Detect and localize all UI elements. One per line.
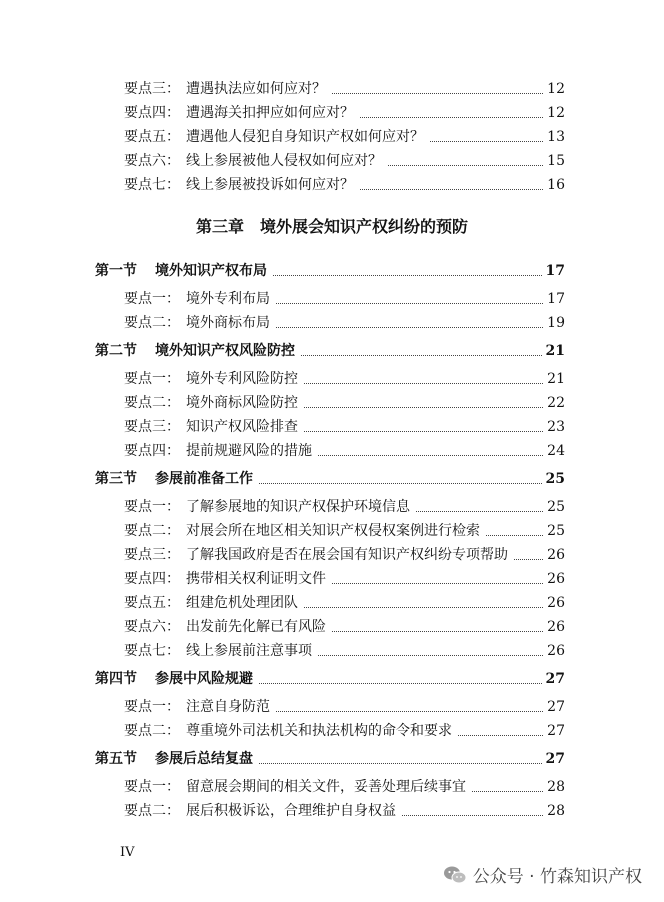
toc-item-page: 12 bbox=[547, 81, 565, 97]
toc-item[interactable]: 要点一 ： 注意自身防范 27 bbox=[124, 699, 565, 715]
toc-item-title: 遭遇他人侵犯自身知识产权如何应对？ bbox=[186, 129, 424, 145]
dot-leader bbox=[318, 455, 543, 456]
dot-leader bbox=[472, 791, 543, 792]
toc-section[interactable] bbox=[95, 338, 565, 360]
section-number: 第三节 bbox=[95, 471, 137, 487]
dot-leader bbox=[430, 141, 543, 142]
section-page: 27 bbox=[545, 671, 565, 687]
dot-leader bbox=[304, 407, 543, 408]
toc-item-label: 要点四 bbox=[124, 105, 166, 121]
section-number: 第一节 bbox=[95, 263, 137, 279]
toc-item-page: 26 bbox=[547, 595, 565, 611]
toc-item-label: 要点四 bbox=[124, 443, 166, 459]
dot-leader bbox=[259, 483, 542, 484]
toc-item-page: 27 bbox=[547, 699, 565, 715]
toc-item[interactable]: 要点二 ： 展后积极诉讼，合理维护自身权益 28 bbox=[124, 803, 565, 819]
toc-item-label: 要点二 bbox=[124, 803, 166, 819]
chapter-title: 境外展会知识产权纠纷的预防 bbox=[260, 217, 469, 236]
watermark-text: 公众号 · 竹森知识产权 bbox=[472, 867, 642, 887]
toc-item-page: 25 bbox=[547, 523, 565, 539]
dot-leader bbox=[273, 275, 542, 276]
toc-item[interactable]: 要点四 ： 遭遇海关扣押应如何应对？ 12 bbox=[124, 105, 565, 121]
toc-item-label: 要点一 bbox=[124, 291, 166, 307]
toc-item-title: 线上参展被投诉如何应对？ bbox=[186, 177, 354, 193]
dot-leader bbox=[304, 383, 543, 384]
toc-item-page: 28 bbox=[547, 779, 565, 795]
page-number: IV bbox=[120, 845, 135, 860]
dot-leader bbox=[332, 631, 543, 632]
toc-item-page: 26 bbox=[547, 619, 565, 635]
toc-item-label: 要点六 bbox=[124, 619, 166, 635]
section-page: 27 bbox=[545, 751, 565, 767]
toc-item-title: 遭遇海关扣押应如何应对？ bbox=[186, 105, 354, 121]
dot-leader bbox=[514, 559, 543, 560]
toc-section[interactable] bbox=[95, 666, 565, 688]
toc-item-page: 26 bbox=[547, 643, 565, 659]
toc-item-title: 展后积极诉讼，合理维护自身权益 bbox=[186, 803, 396, 819]
toc-item-page: 27 bbox=[547, 723, 565, 739]
toc-item-title: 境外商标布局 bbox=[186, 315, 270, 331]
dot-leader bbox=[304, 431, 543, 432]
toc-item-title: 知识产权风险排查 bbox=[186, 419, 298, 435]
dot-leader bbox=[259, 683, 542, 684]
toc-item-page: 13 bbox=[547, 129, 565, 145]
toc-item-page: 28 bbox=[547, 803, 565, 819]
section-number: 第二节 bbox=[95, 343, 137, 359]
toc-item[interactable]: 要点五 ： 遭遇他人侵犯自身知识产权如何应对？ 13 bbox=[124, 129, 565, 145]
dot-leader bbox=[332, 93, 543, 94]
dot-leader bbox=[360, 117, 543, 118]
toc-item-title: 提前规避风险的措施 bbox=[186, 443, 312, 459]
toc-item-title: 对展会所在地区相关知识产权侵权案例进行检索 bbox=[186, 523, 480, 539]
toc-item-page: 22 bbox=[547, 395, 565, 411]
toc-item-page: 12 bbox=[547, 105, 565, 121]
toc-item-label: 要点二 bbox=[124, 395, 166, 411]
dot-leader bbox=[276, 711, 543, 712]
toc-item-title: 组建危机处理团队 bbox=[186, 595, 298, 611]
toc-item-title: 携带相关权利证明文件 bbox=[186, 571, 326, 587]
dot-leader bbox=[486, 535, 543, 536]
toc-item-page: 17 bbox=[547, 291, 565, 307]
dot-leader bbox=[304, 607, 543, 608]
toc-section[interactable] bbox=[95, 258, 565, 280]
toc-item[interactable]: 要点六 ： 线上参展被他人侵权如何应对？ 15 bbox=[124, 153, 565, 169]
section-page: 17 bbox=[545, 263, 565, 279]
toc-item[interactable]: 要点三 ： 知识产权风险排查 23 bbox=[124, 419, 565, 435]
toc-item[interactable]: 要点六 ： 出发前先化解已有风险 26 bbox=[124, 619, 565, 635]
toc-section[interactable] bbox=[95, 746, 565, 768]
toc-item-title: 了解参展地的知识产权保护环境信息 bbox=[186, 499, 410, 515]
dot-leader bbox=[276, 327, 543, 328]
section-number: 第五节 bbox=[95, 751, 137, 767]
toc-item-title: 遭遇执法应如何应对？ bbox=[186, 81, 326, 97]
toc-item-title: 境外专利布局 bbox=[186, 291, 270, 307]
toc-item-title: 出发前先化解已有风险 bbox=[186, 619, 326, 635]
dot-leader bbox=[318, 655, 543, 656]
toc-item-page: 26 bbox=[547, 571, 565, 587]
toc-item-label: 要点三 bbox=[124, 547, 166, 563]
dot-leader bbox=[276, 303, 543, 304]
toc-item-label: 要点七 bbox=[124, 643, 166, 659]
section-page: 25 bbox=[545, 471, 565, 487]
watermark bbox=[443, 862, 642, 887]
toc-item[interactable]: 要点一 ： 境外专利布局 17 bbox=[124, 291, 565, 307]
toc-item-page: 21 bbox=[547, 371, 565, 387]
section-title: 参展后总结复盘 bbox=[155, 751, 253, 767]
toc-item-label: 要点二 bbox=[124, 723, 166, 739]
toc-item-label: 要点一 bbox=[124, 371, 166, 387]
dot-leader bbox=[402, 815, 543, 816]
toc-section[interactable] bbox=[95, 466, 565, 488]
toc-item[interactable]: 要点三 ： 了解我国政府是否在展会国有知识产权纠纷专项帮助 26 bbox=[124, 547, 565, 563]
toc-item-title: 境外商标风险防控 bbox=[186, 395, 298, 411]
toc-item-page: 16 bbox=[547, 177, 565, 193]
dot-leader bbox=[388, 165, 543, 166]
toc-item-label: 要点三 bbox=[124, 419, 166, 435]
toc-item-label: 要点五 bbox=[124, 595, 166, 611]
toc-item-label: 要点一 bbox=[124, 499, 166, 515]
wechat-icon bbox=[443, 865, 467, 885]
dot-leader bbox=[416, 511, 543, 512]
toc-item-title: 境外专利风险防控 bbox=[186, 371, 298, 387]
toc-item[interactable]: 要点一 ： 留意展会期间的相关文件，妥善处理后续事宜 28 bbox=[124, 779, 565, 795]
toc-item[interactable]: 要点五 ： 组建危机处理团队 26 bbox=[124, 595, 565, 611]
toc-item-label: 要点七 bbox=[124, 177, 166, 193]
section-page: 21 bbox=[545, 343, 565, 359]
toc-item-page: 15 bbox=[547, 153, 565, 169]
dot-leader bbox=[360, 189, 543, 190]
toc-item-title: 了解我国政府是否在展会国有知识产权纠纷专项帮助 bbox=[186, 547, 508, 563]
toc-item-page: 25 bbox=[547, 499, 565, 515]
section-title: 参展前准备工作 bbox=[155, 471, 253, 487]
section-title: 参展中风险规避 bbox=[155, 671, 253, 687]
dot-leader bbox=[458, 735, 543, 736]
toc-item-label: 要点六 bbox=[124, 153, 166, 169]
section-number: 第四节 bbox=[95, 671, 137, 687]
toc-item-label: 要点三 bbox=[124, 81, 166, 97]
toc-item[interactable]: 要点二 ： 境外商标风险防控 22 bbox=[124, 395, 565, 411]
toc-item[interactable]: 要点二 ： 尊重境外司法机关和执法机构的命令和要求 27 bbox=[124, 723, 565, 739]
toc-item[interactable]: 要点四 ： 携带相关权利证明文件 26 bbox=[124, 571, 565, 587]
toc-item-title: 留意展会期间的相关文件，妥善处理后续事宜 bbox=[186, 779, 466, 795]
toc-item[interactable]: 要点七 ： 线上参展前注意事项 26 bbox=[124, 643, 565, 659]
toc-item-title: 尊重境外司法机关和执法机构的命令和要求 bbox=[186, 723, 452, 739]
toc-item[interactable]: 要点四 ： 提前规避风险的措施 24 bbox=[124, 443, 565, 459]
toc-item-title: 线上参展前注意事项 bbox=[186, 643, 312, 659]
toc-item-page: 19 bbox=[547, 315, 565, 331]
toc-item-page: 26 bbox=[547, 547, 565, 563]
section-title: 境外知识产权布局 bbox=[155, 263, 267, 279]
dot-leader bbox=[301, 355, 542, 356]
section-title: 境外知识产权风险防控 bbox=[155, 343, 295, 359]
toc-item[interactable]: 要点三 ： 遭遇执法应如何应对？ 12 bbox=[124, 81, 565, 97]
toc-item-label: 要点五 bbox=[124, 129, 166, 145]
toc-item-title: 注意自身防范 bbox=[186, 699, 270, 715]
toc-item-label: 要点二 bbox=[124, 523, 166, 539]
chapter-heading[interactable] bbox=[0, 214, 664, 237]
toc-item-title: 线上参展被他人侵权如何应对？ bbox=[186, 153, 382, 169]
dot-leader bbox=[259, 763, 542, 764]
toc-item[interactable]: 要点一 ： 境外专利风险防控 21 bbox=[124, 371, 565, 387]
toc-item[interactable]: 要点一 ： 了解参展地的知识产权保护环境信息 25 bbox=[124, 499, 565, 515]
toc-item-page: 23 bbox=[547, 419, 565, 435]
dot-leader bbox=[332, 583, 543, 584]
toc-item[interactable]: 要点七 ： 线上参展被投诉如何应对？ 16 bbox=[124, 177, 565, 193]
toc-item-label: 要点四 bbox=[124, 571, 166, 587]
toc-item[interactable]: 要点二 ： 对展会所在地区相关知识产权侵权案例进行检索 25 bbox=[124, 523, 565, 539]
toc-item-label: 要点一 bbox=[124, 779, 166, 795]
toc-item-label: 要点二 bbox=[124, 315, 166, 331]
toc-item-page: 24 bbox=[547, 443, 565, 459]
toc-item[interactable]: 要点二 ： 境外商标布局 19 bbox=[124, 315, 565, 331]
toc-item-label: 要点一 bbox=[124, 699, 166, 715]
chapter-number: 第三章 bbox=[195, 217, 244, 236]
